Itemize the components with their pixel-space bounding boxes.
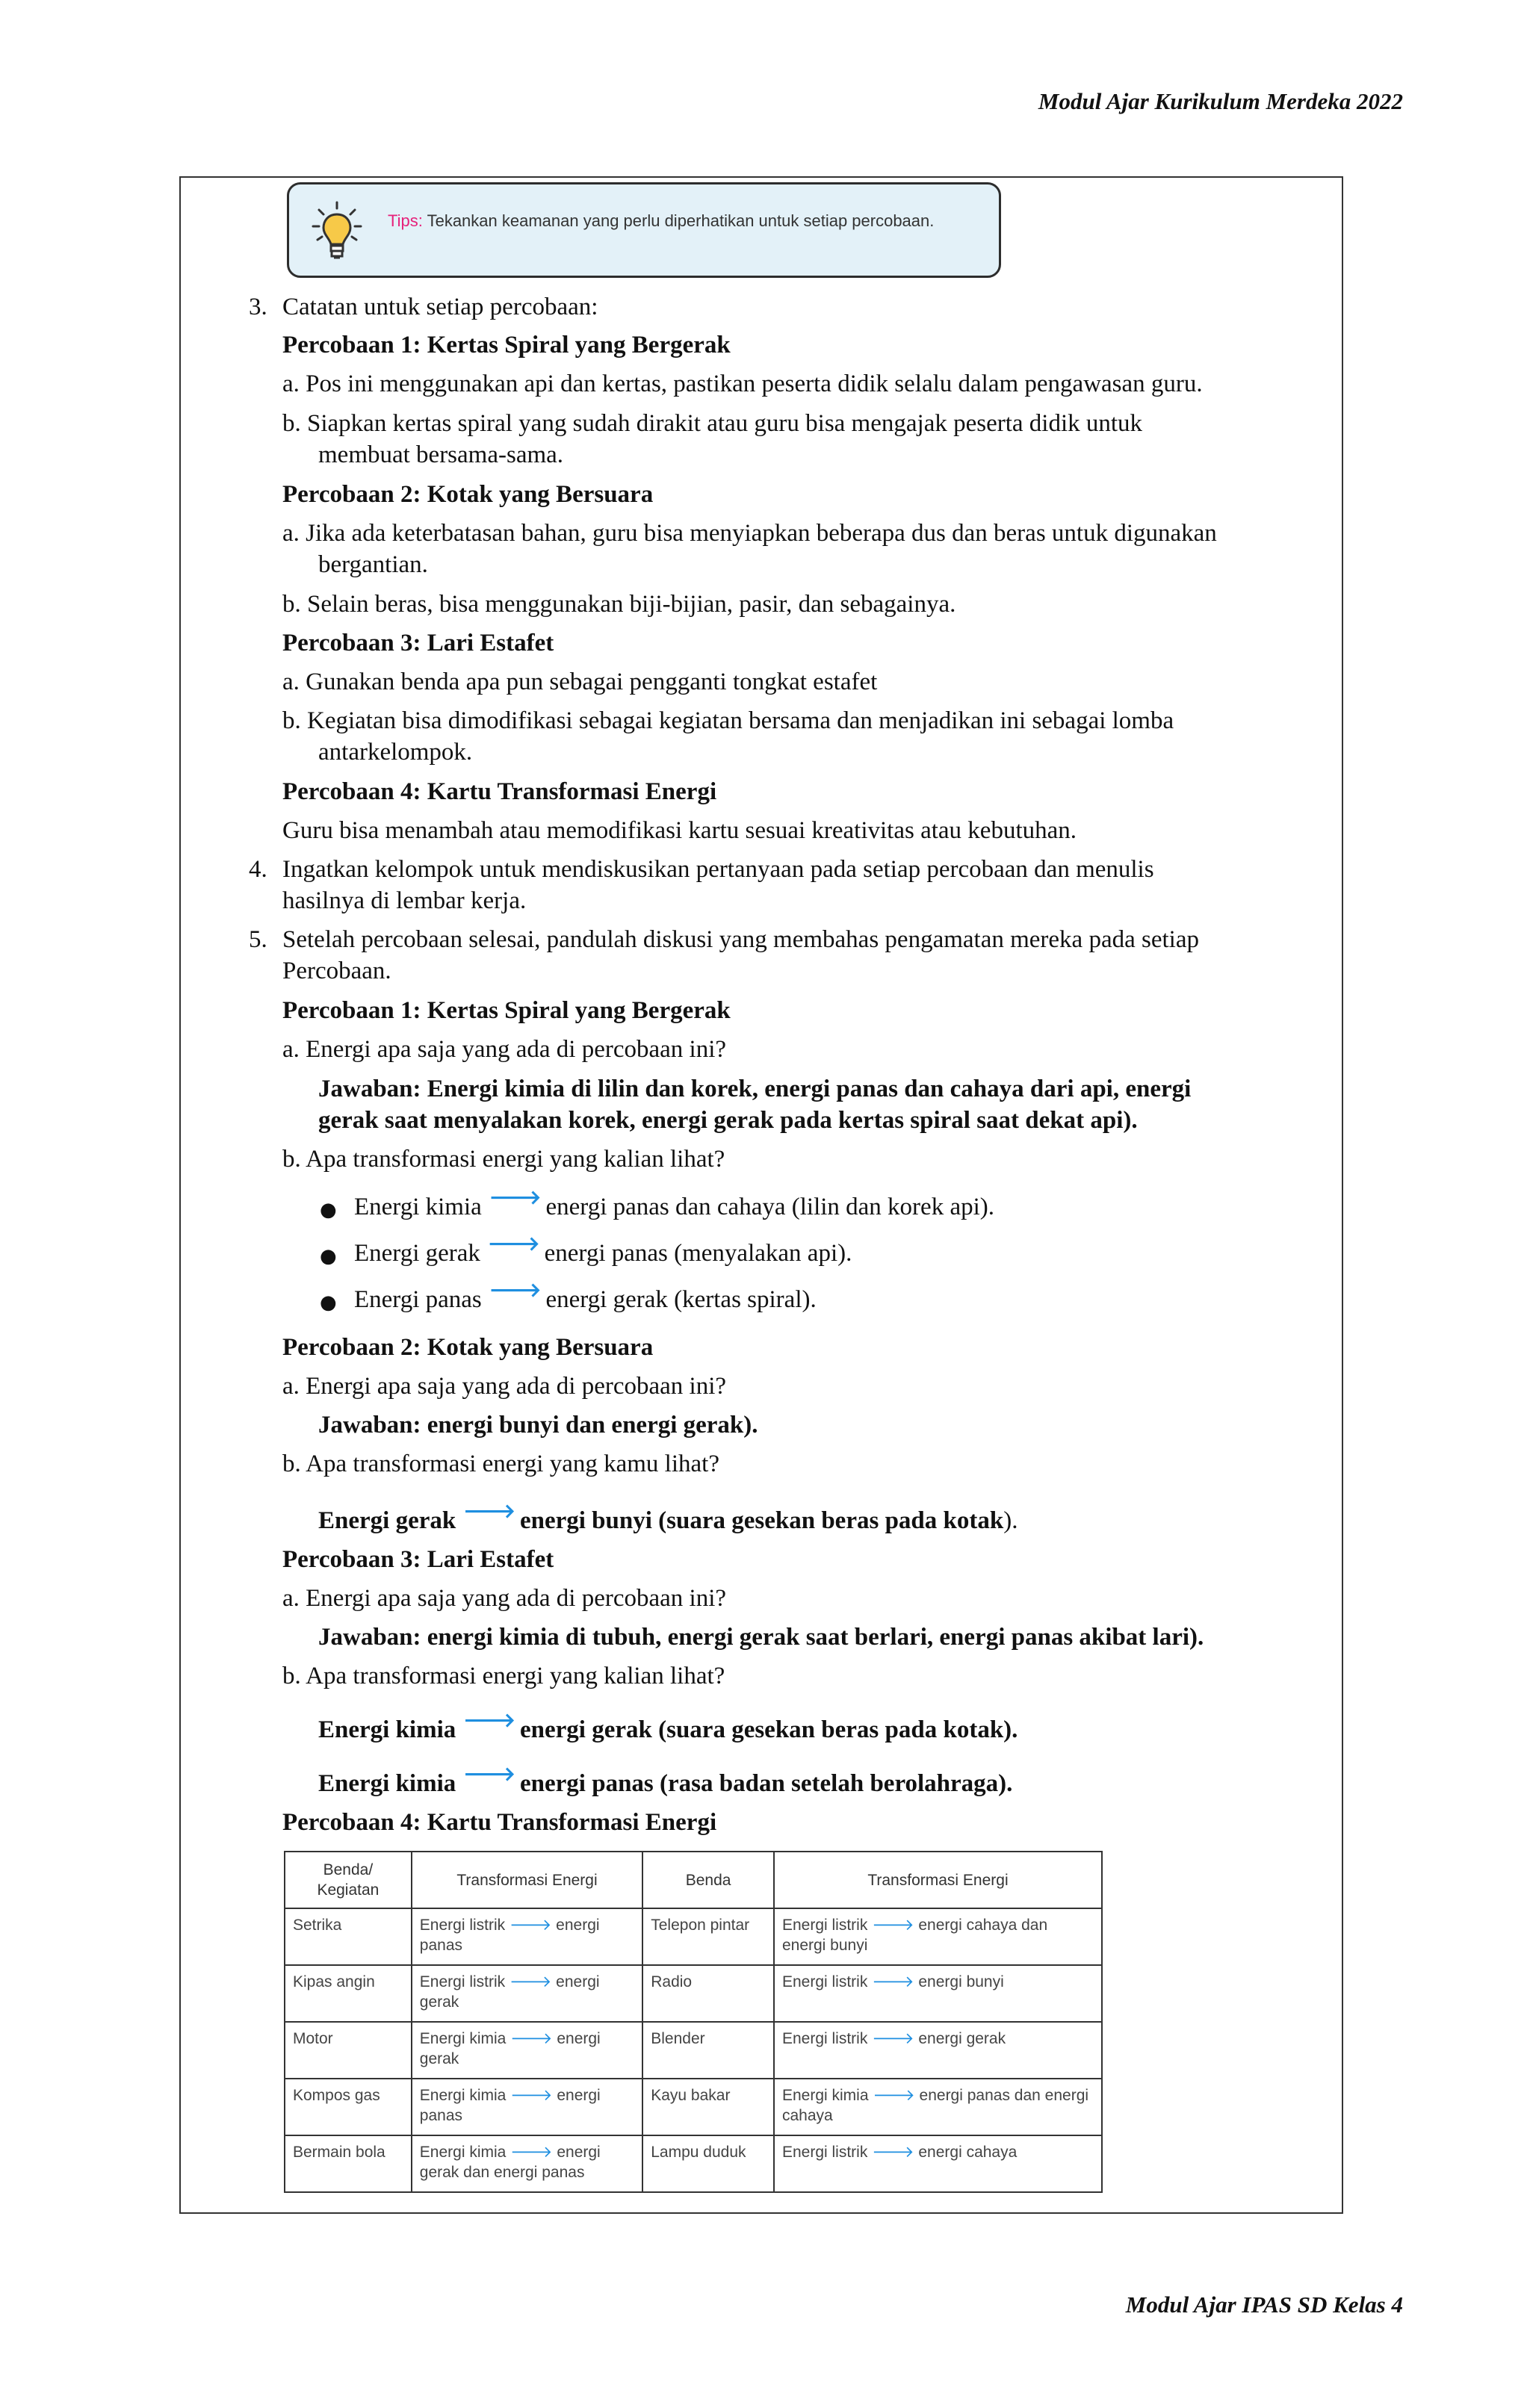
column-header: Benda <box>642 1852 774 1908</box>
energy-from: Energi kimia <box>781 2087 869 2104</box>
arrow-right-icon: 🡒 <box>489 1279 542 1302</box>
table-row <box>285 1965 1102 2022</box>
tips-body: Tekankan keamanan yang perlu diperhatikan untuk setiap percobaan. <box>427 211 935 230</box>
arrow-right-icon: 🡒 <box>510 2144 553 2161</box>
energy-to: energi panas (rasa badan setelah berolahraga). <box>520 1770 1013 1797</box>
energy-from: Energi listrik <box>419 1917 506 1934</box>
answer-continued: gerak saat menyalakan korek, energi gerak pada kertas spiral saat dekat api). <box>318 1107 1138 1134</box>
arrow-right-icon: 🡒 <box>489 1187 542 1209</box>
question: a. Energi apa saja yang ada di percobaan ini? <box>282 1373 727 1400</box>
column-header: Transformasi Energi <box>412 1852 642 1908</box>
arrow-right-icon: 🡒 <box>463 1501 515 1523</box>
arrow-right-icon: 🡒 <box>510 1917 552 1934</box>
list-item: a. Gunakan benda apa pun sebagai pengganti tongkat estafet <box>282 668 878 695</box>
step-text: Setelah percobaan selesai, pandulah diskusi yang membahas pengamatan mereka pada setiap <box>282 926 1199 953</box>
step-text-continued: Percobaan. <box>282 958 391 984</box>
step-number: 5. <box>249 926 267 953</box>
arrow-right-icon: 🡒 <box>873 2087 915 2104</box>
step-number: 3. <box>249 294 267 320</box>
section-title: Percobaan 1: Kertas Spiral yang Bergerak <box>282 997 731 1024</box>
table-cell: Radio <box>642 1965 774 2022</box>
arrow-right-icon: 🡒 <box>510 1973 552 1990</box>
energy-to: energi gerak <box>419 1973 600 2011</box>
energy-to: energi gerak (kertas spiral). <box>545 1286 817 1313</box>
tips-text <box>388 210 978 232</box>
question: a. Energi apa saja yang ada di percobaan ini? <box>282 1585 727 1612</box>
table-cell: Telepon pintar <box>642 1908 774 1965</box>
bullet-item <box>354 1233 852 1271</box>
answer: Jawaban: energi bunyi dan energi gerak). <box>318 1412 758 1439</box>
question: a. Energi apa saja yang ada di percobaan ini? <box>282 1036 727 1063</box>
energy-to: energi panas <box>419 2087 601 2124</box>
table-cell <box>774 1908 1102 1965</box>
tips-label: Tips: <box>388 211 423 230</box>
energy-from: Energi gerak <box>318 1507 456 1534</box>
energy-from: Energi gerak <box>354 1240 480 1267</box>
column-header: Benda/ Kegiatan <box>285 1852 412 1908</box>
table-cell <box>774 2135 1102 2192</box>
paragraph: Guru bisa menambah atau memodifikasi kartu sesuai kreativitas atau kebutuhan. <box>282 817 1077 844</box>
step-number: 4. <box>249 856 267 883</box>
energy-from: Energi kimia <box>419 2087 507 2104</box>
energy-from: Energi listrik <box>781 1917 868 1934</box>
bullet-item <box>354 1187 994 1225</box>
table-cell: Setrika <box>285 1908 412 1965</box>
arrow-right-icon: 🡒 <box>510 2087 553 2104</box>
energy-to: energi panas (menyalakan api). <box>544 1240 852 1267</box>
arrow-right-icon: 🡒 <box>463 1710 515 1732</box>
section-title: Percobaan 4: Kartu Transformasi Energi <box>282 1809 717 1836</box>
arrow-right-icon: 🡒 <box>872 1973 914 1990</box>
arrow-right-icon: 🡒 <box>463 1763 515 1786</box>
table-cell: Kayu bakar <box>642 2079 774 2135</box>
table-cell: Bermain bola <box>285 2135 412 2192</box>
energy-transformation-table <box>284 1851 1103 2193</box>
energy-to: energi bunyi (suara gesekan beras pada kotak <box>519 1507 1004 1534</box>
table-cell: Blender <box>642 2022 774 2079</box>
table-cell: Kompos gas <box>285 2079 412 2135</box>
table-row <box>285 2079 1102 2135</box>
energy-to: energi bunyi <box>918 1973 1004 1990</box>
list-item: a. Pos ini menggunakan api dan kertas, pastikan peserta didik selalu dalam pengawasan guru. <box>282 370 1203 397</box>
table-cell <box>412 1965 642 2022</box>
step-text: Catatan untuk setiap percobaan: <box>282 294 598 320</box>
energy-from: Energi kimia <box>318 1716 456 1743</box>
table-cell <box>774 2022 1102 2079</box>
table-cell: Motor <box>285 2022 412 2079</box>
energy-from: Energi kimia <box>354 1194 482 1220</box>
section-title: Percobaan 1: Kertas Spiral yang Bergerak <box>282 332 731 359</box>
energy-from: Energi listrik <box>781 2144 868 2161</box>
bullet-icon: ● <box>320 1199 337 1221</box>
energy-from: Energi listrik <box>781 2030 868 2047</box>
energy-from: Energi listrik <box>419 1973 506 1990</box>
answer: Jawaban: energi kimia di tubuh, energi gerak saat berlari, energi panas akibat lari). <box>318 1624 1204 1651</box>
energy-to: energi panas dan energi cahaya <box>781 2087 1089 2124</box>
list-item-continued: antarkelompok. <box>318 739 473 766</box>
question: b. Apa transformasi energi yang kalian lihat? <box>282 1663 725 1689</box>
list-item: b. Siapkan kertas spiral yang sudah dirakit atau guru bisa mengajak peserta didik untuk <box>282 410 1143 437</box>
list-item-continued: bergantian. <box>318 551 428 578</box>
question: b. Apa transformasi energi yang kamu lihat? <box>282 1450 719 1477</box>
energy-to: energi cahaya <box>918 2144 1018 2161</box>
step-text: Ingatkan kelompok untuk mendiskusikan pertanyaan pada setiap percobaan dan menulis <box>282 856 1154 883</box>
arrow-right-icon: 🡒 <box>487 1233 540 1256</box>
energy-from: Energi panas <box>354 1286 482 1313</box>
energy-from: Energi kimia <box>318 1770 456 1797</box>
list-item: a. Jika ada keterbatasan bahan, guru bisa menyiapkan beberapa dus dan beras untuk digunakan <box>282 520 1217 547</box>
section-title: Percobaan 4: Kartu Transformasi Energi <box>282 778 717 805</box>
energy-from: Energi listrik <box>781 1973 868 1990</box>
column-header: Transformasi Energi <box>774 1852 1102 1908</box>
table-cell <box>774 1965 1102 2022</box>
energy-to: energi gerak dan energi panas <box>419 2144 601 2181</box>
arrow-right-icon: 🡒 <box>872 2144 914 2161</box>
energy-to: energi cahaya dan energi bunyi <box>781 1917 1048 1954</box>
energy-tail: ). <box>1003 1507 1018 1534</box>
answer: Jawaban: Energi kimia di lilin dan korek, energi panas dan cahaya dari api, energi <box>318 1076 1192 1102</box>
table-cell: Kipas angin <box>285 1965 412 2022</box>
section-title: Percobaan 3: Lari Estafet <box>282 1546 554 1573</box>
energy-to: energi panas <box>419 1917 600 1954</box>
table-cell <box>412 2079 642 2135</box>
arrow-right-icon: 🡒 <box>872 2030 914 2047</box>
tips-box <box>287 182 1001 278</box>
section-title: Percobaan 2: Kotak yang Bersuara <box>282 1334 654 1361</box>
page-header: Modul Ajar Kurikulum Merdeka 2022 <box>1038 88 1403 114</box>
bullet-icon: ● <box>320 1291 337 1314</box>
energy-to: energi gerak <box>918 2030 1006 2047</box>
arrow-right-icon: 🡒 <box>872 1917 914 1934</box>
energy-from: Energi kimia <box>419 2030 507 2047</box>
arrow-right-icon: 🡒 <box>510 2030 553 2047</box>
energy-to: energi gerak (suara gesekan beras pada kotak). <box>520 1716 1018 1743</box>
list-item-continued: membuat bersama-sama. <box>318 441 564 468</box>
bullet-item <box>354 1279 817 1318</box>
table-row <box>285 2135 1102 2192</box>
energy-to: energi panas dan cahaya (lilin dan korek api). <box>545 1194 994 1220</box>
table-cell <box>774 2079 1102 2135</box>
energy-from: Energi kimia <box>419 2144 507 2161</box>
table-row <box>285 2022 1102 2079</box>
transformation-line <box>318 1763 1013 1802</box>
table-cell <box>412 2135 642 2192</box>
table-cell <box>412 1908 642 1965</box>
table-header-row <box>285 1852 1102 1908</box>
question: b. Apa transformasi energi yang kalian lihat? <box>282 1146 725 1173</box>
energy-to: energi gerak <box>419 2030 601 2067</box>
page-footer: Modul Ajar IPAS SD Kelas 4 <box>1125 2291 1403 2318</box>
list-item: b. Kegiatan bisa dimodifikasi sebagai kegiatan bersama dan menjadikan ini sebagai lomba <box>282 707 1174 734</box>
table-cell <box>412 2022 642 2079</box>
bullet-icon: ● <box>320 1245 337 1267</box>
list-item: b. Selain beras, bisa menggunakan biji-bijian, pasir, dan sebagainya. <box>282 591 956 618</box>
lightbulb-icon <box>312 201 362 264</box>
transformation-line <box>318 1501 1018 1539</box>
table-cell: Lampu duduk <box>642 2135 774 2192</box>
section-title: Percobaan 3: Lari Estafet <box>282 630 554 657</box>
step-text-continued: hasilnya di lembar kerja. <box>282 887 527 914</box>
transformation-line <box>318 1710 1018 1748</box>
section-title: Percobaan 2: Kotak yang Bersuara <box>282 481 654 508</box>
table-row <box>285 1908 1102 1965</box>
